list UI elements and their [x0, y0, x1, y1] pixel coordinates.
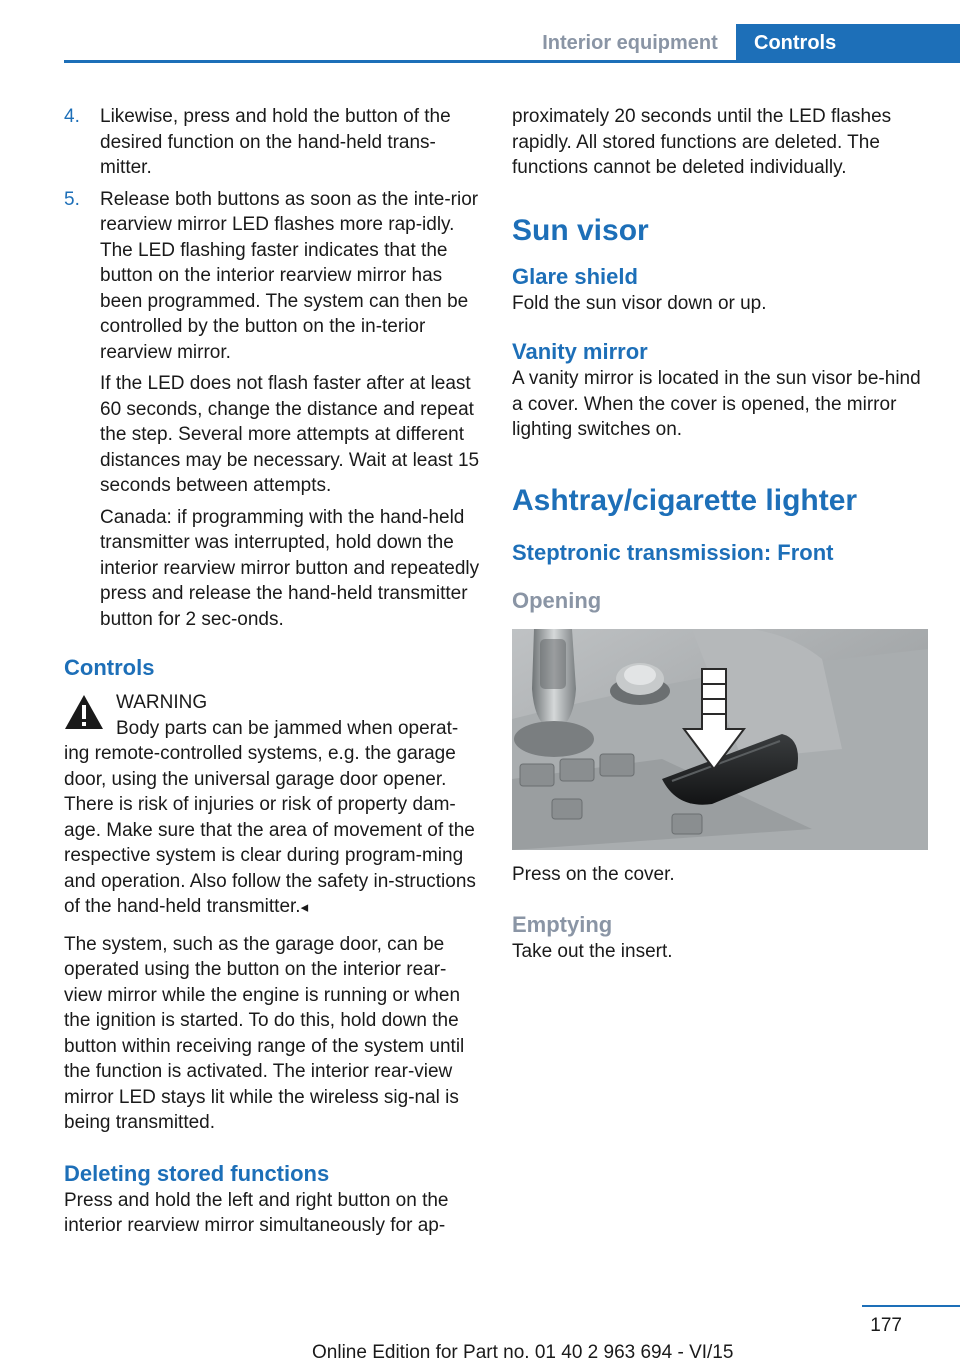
opening-heading: Opening: [512, 587, 602, 613]
controls-heading: Controls: [64, 655, 155, 680]
edition-footer: Online Edition for Part no. 01 40 2 963 694 - VI/15: [312, 1342, 734, 1363]
step-number: 5.: [64, 188, 80, 210]
steptronic-heading: Steptronic transmission: Front: [512, 539, 834, 565]
vanity-mirror-heading: Vanity mirror: [512, 339, 648, 364]
vanity-mirror-text: A vanity mirror is located in the sun visor be-hind a cover. When the cover is opened, the mirror lighting switches on.: [512, 368, 921, 440]
system-paragraph: The system, such as the garage door, can be operated using the button on the interior rear-view mirror while the engine is running or when the ignition is started. To do this, hold down the button within receiving range of the system until the function is activated. The interior rear-view mirror LED stays lit while the wireless sig-nal is being transmitted.: [64, 933, 465, 1133]
opening-caption: Press on the cover.: [512, 863, 675, 885]
warning-label: WARNING: [116, 692, 208, 713]
sun-visor-heading: Sun visor: [512, 213, 649, 247]
footer-rule: [862, 1305, 960, 1307]
warning-triangle-icon: [64, 694, 104, 730]
end-marker: ◂: [300, 899, 309, 916]
warning-text: ing remote-controlled systems, e.g. the garage door, using the universal garage door opener. There is risk of injuries or risk of property dam-age. Make sure that the area of movement of the respective system is clear during program-ming and operation. Also follow the safety in-structions of the hand-held transmitter.◂: [64, 743, 476, 917]
page-number: 177: [870, 1315, 902, 1336]
step-text: Likewise, press and hold the button of the desired function on the hand-held trans-mitter.: [100, 106, 451, 178]
ashtray-cover-photo: [512, 629, 928, 850]
warning-first-line: Body parts can be jammed when operat-: [116, 717, 459, 739]
deleting-text: Press and hold the left and right button on the interior rearview mirror simultaneously for ap-: [64, 1189, 449, 1236]
glare-shield-heading: Glare shield: [512, 263, 638, 289]
header-chapter-tab: Controls: [736, 24, 960, 62]
header-section-tab: Interior equipment: [542, 32, 718, 54]
warning-box: [64, 690, 480, 921]
emptying-heading: Emptying: [512, 912, 613, 937]
left-column: [64, 104, 480, 1239]
step-note-canada: Canada: if programming with the hand-held transmitter was interrupted, hold down the interior rearview mirror button and repeatedly press and release the hand-held transmitter button for 2 sec-onds.: [100, 506, 480, 630]
deleting-continued: proximately 20 seconds until the LED flashes rapidly. All stored functions are deleted. The functions cannot be deleted individually.: [512, 106, 892, 178]
step-note-led: If the LED does not flash faster after at least 60 seconds, change the distance and repeat the step. Several more attempts at different distances may be necessary. Wait at least 15 seconds between attempts.: [100, 373, 480, 496]
step-5: [64, 187, 480, 633]
step-4: [64, 104, 480, 181]
glare-shield-text: Fold the sun visor down or up.: [512, 292, 767, 314]
right-column: [512, 104, 928, 965]
emptying-text: Take out the insert.: [512, 941, 673, 962]
step-text: Release both buttons as soon as the inte-rior rearview mirror LED flashes more rap-idly. The LED flashing faster indicates that the button on the interior rearview mirror has been programmed. The system can then be controlled by the button on the in-terior rearview mirror.: [100, 188, 479, 363]
step-number: 4.: [64, 106, 80, 127]
header-rule: [64, 60, 960, 63]
ashtray-heading: Ashtray/cigarette lighter: [512, 483, 858, 517]
deleting-heading: Deleting stored functions: [64, 1160, 330, 1186]
